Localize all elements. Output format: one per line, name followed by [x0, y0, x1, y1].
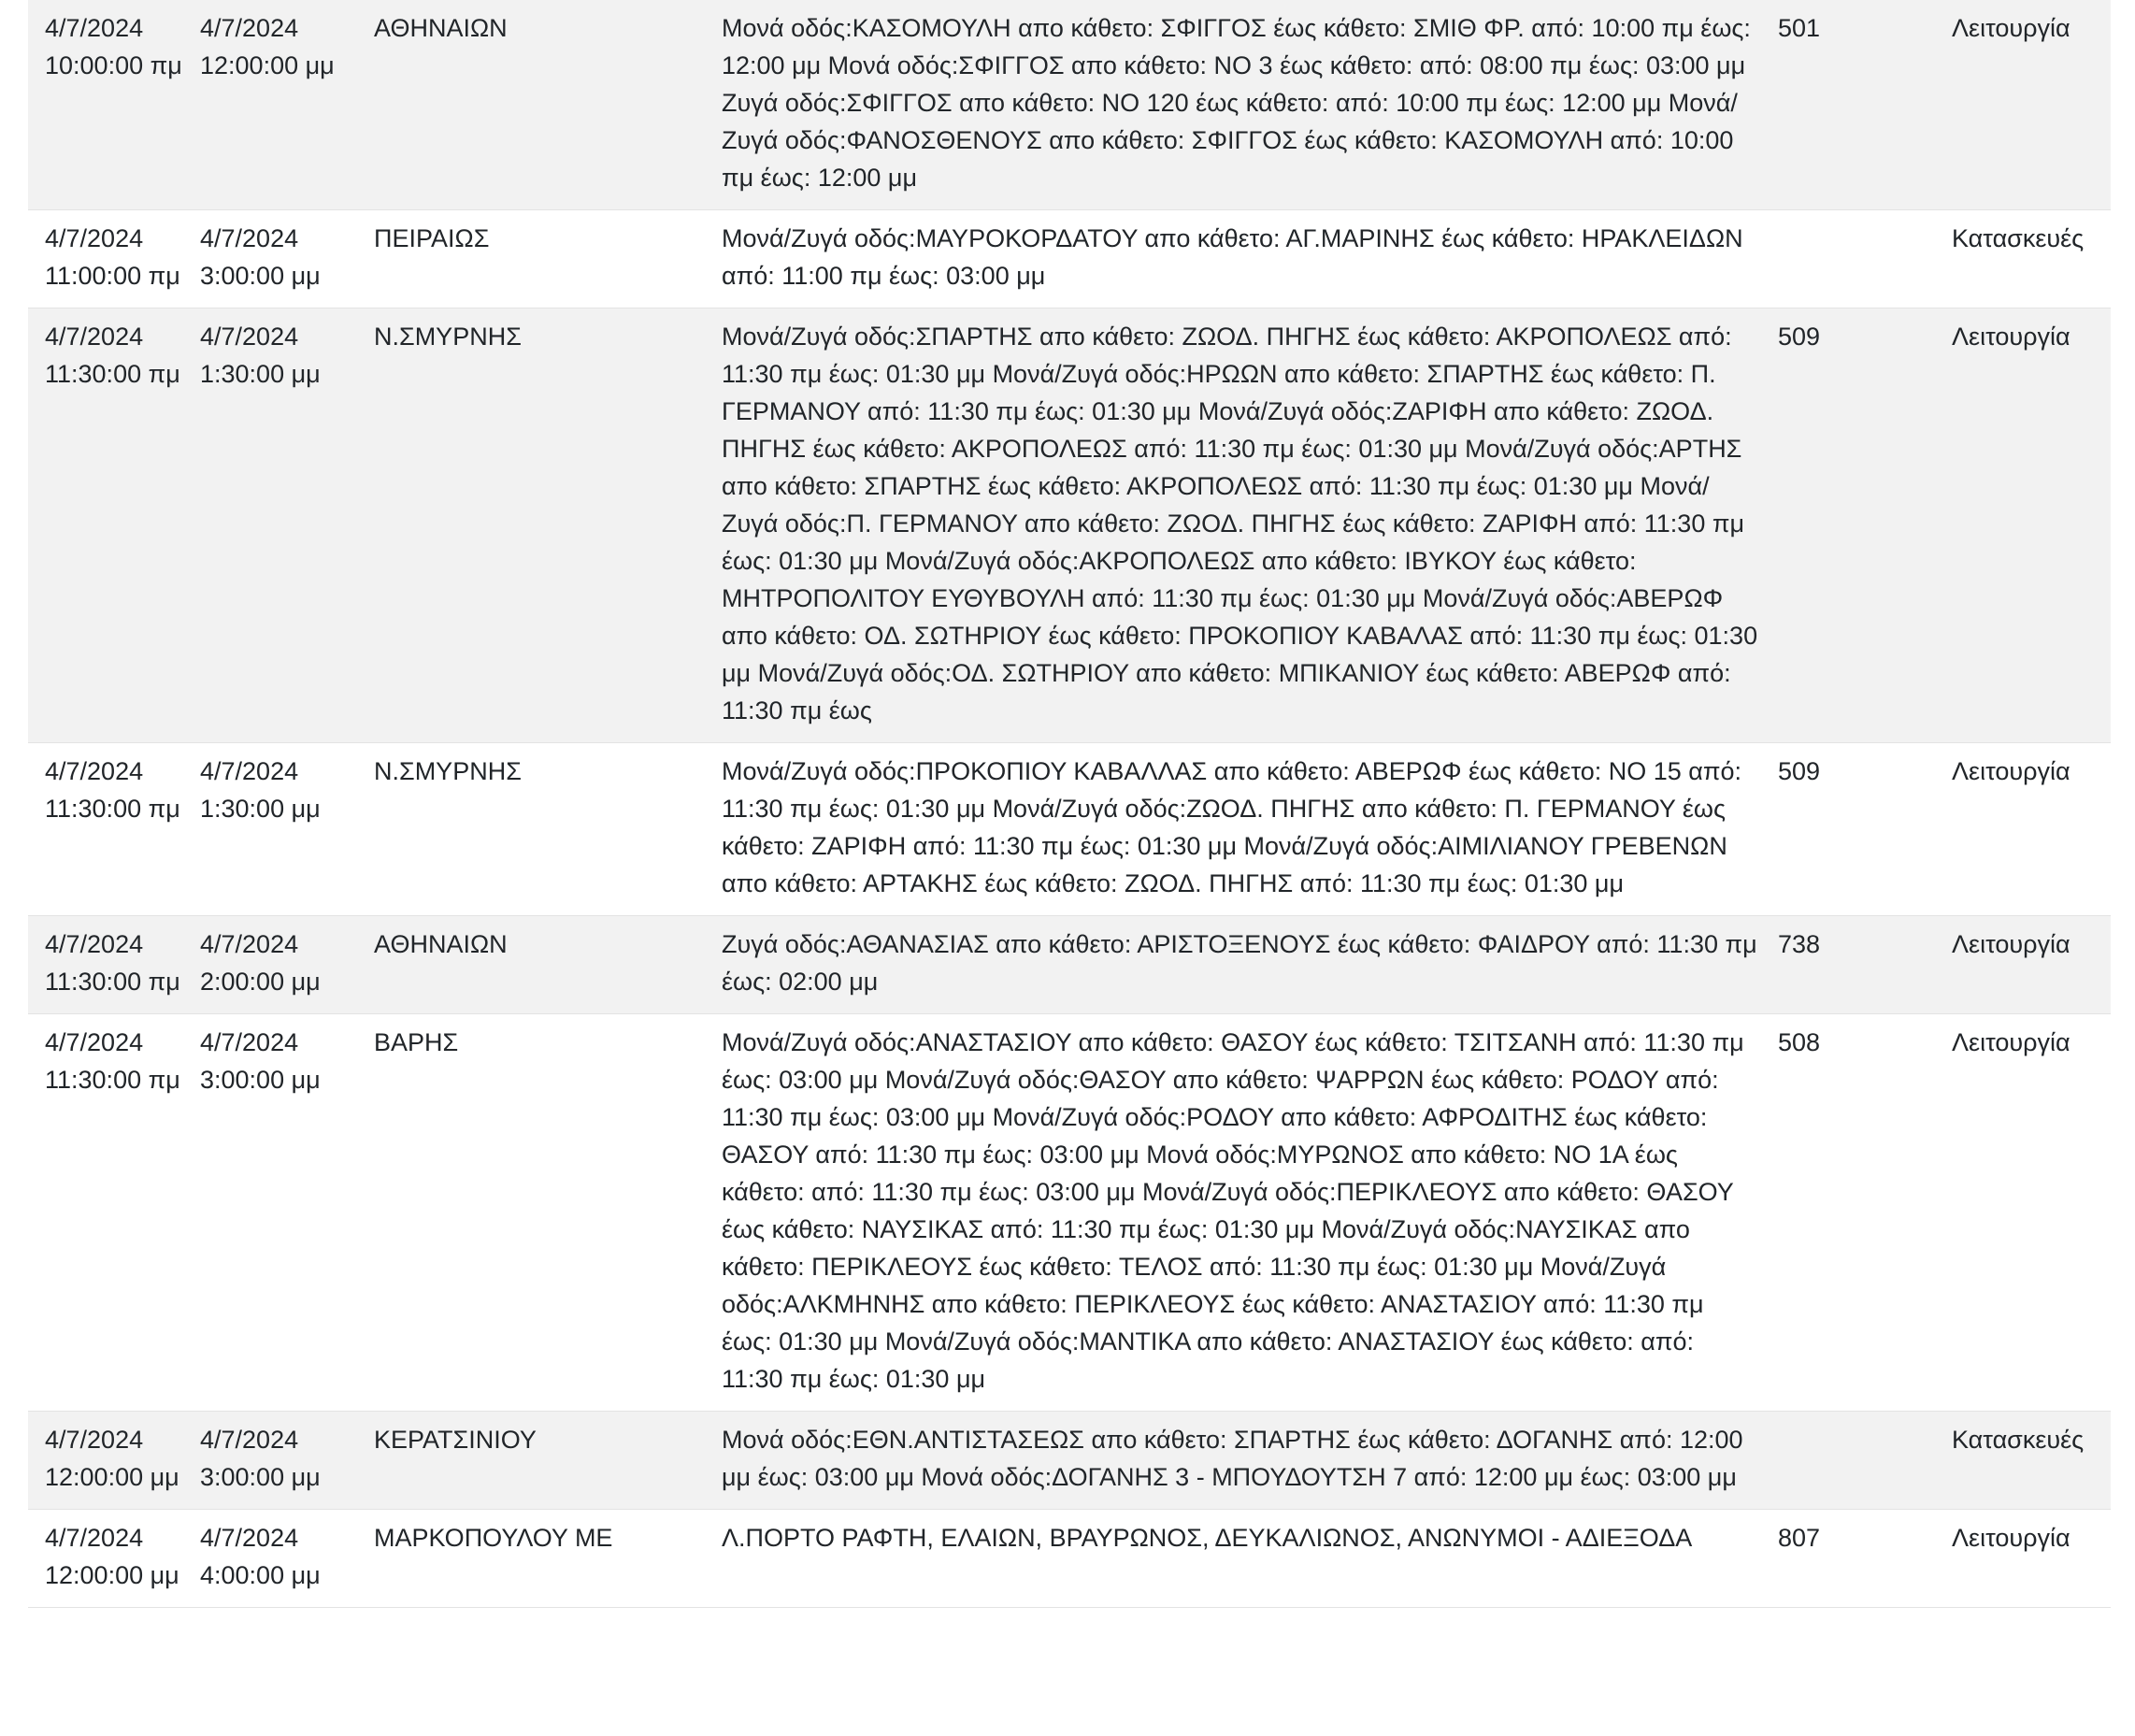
table-row	[28, 1014, 2111, 1412]
reason-text: Λειτουργία	[1952, 323, 2071, 351]
network-code: 738	[1778, 930, 1821, 958]
end-time: 12:00:00 μμ	[200, 51, 335, 79]
table-row	[28, 916, 2111, 1014]
reason-text: Κατασκευές	[1952, 224, 2085, 252]
end-date: 4/7/2024	[200, 1426, 299, 1454]
start-date: 4/7/2024	[45, 757, 144, 785]
code-cell	[1778, 916, 1952, 1014]
reason-text: Λειτουργία	[1952, 1524, 2071, 1552]
end-date: 4/7/2024	[200, 323, 299, 351]
end-time: 3:00:00 μμ	[200, 1066, 321, 1094]
description-text: Μονά οδός:ΚΑΣΟΜΟΥΛΗ απο κάθετο: ΣΦΙΓΓΟΣ έως κάθετο: ΣΜΙΘ ΦΡ. από: 10:00 πμ έως: 12:00 μμ Μονά οδός:ΣΦΙΓΓΟΣ απο κάθετο: ΝΟ 3 έως κάθετο: από: 08:00 πμ έως: 03:00 μμ Ζυγά οδός:ΣΦΙΓΓΟΣ απο κάθετο: ΝΟ 120 έως κάθετο: από: 10:00 πμ έως: 12:00 μμ Μονά/Ζυγά οδός:ΦΑΝΟΣΘΕΝΟΥΣ απο κάθετο: ΣΦΙΓΓΟΣ έως κάθετο: ΚΑΣΟΜΟΥΛΗ από: 10:00 πμ έως: 12:00 μμ	[722, 14, 1751, 192]
area-name: ΜΑΡΚΟΠΟΥΛΟΥ ΜΕ	[374, 1524, 613, 1552]
start-datetime-cell	[28, 210, 200, 308]
code-cell	[1778, 0, 1952, 210]
area-name: ΚΕΡΑΤΣΙΝΙΟΥ	[374, 1426, 537, 1454]
reason-cell	[1952, 1412, 2111, 1510]
end-time: 3:00:00 μμ	[200, 262, 321, 290]
start-date: 4/7/2024	[45, 224, 144, 252]
end-time: 2:00:00 μμ	[200, 968, 321, 996]
description-cell	[722, 0, 1778, 210]
area-name: ΑΘΗΝΑΙΩΝ	[374, 14, 508, 42]
start-time: 12:00:00 μμ	[45, 1463, 179, 1491]
start-datetime-cell	[28, 916, 200, 1014]
network-code: 508	[1778, 1028, 1821, 1056]
description-text: Μονά/Ζυγά οδός:ΣΠΑΡΤΗΣ απο κάθετο: ΖΩΟΔ. ΠΗΓΗΣ έως κάθετο: ΑΚΡΟΠΟΛΕΩΣ από: 11:30 πμ έως: 01:30 μμ Μονά/Ζυγά οδός:ΗΡΩΩΝ απο κάθετο: ΣΠΑΡΤΗΣ έως κάθετο: Π. ΓΕΡΜΑΝΟΥ από: 11:30 πμ έως: 01:30 μμ Μονά/Ζυγά οδός:ΖΑΡΙΦΗ απο κάθετο: ΖΩΟΔ. ΠΗΓΗΣ έως κάθετο: ΑΚΡΟΠΟΛΕΩΣ από: 11:30 πμ έως: 01:30 μμ Μονά/Ζυγά οδός:ΑΡΤΗΣ απο κάθετο: ΣΠΑΡΤΗΣ έως κάθετο: ΑΚΡΟΠΟΛΕΩΣ από: 11:30 πμ έως: 01:30 μμ Μονά/Ζυγά οδός:Π. ΓΕΡΜΑΝΟΥ απο κάθετο: ΖΩΟΔ. ΠΗΓΗΣ έως κάθετο: ΖΑΡΙΦΗ από: 11:30 πμ έως: 01:30 μμ Μονά/Ζυγά οδός:ΑΚΡΟΠΟΛΕΩΣ απο κάθετο: ΙΒΥΚΟΥ έως κάθετο: ΜΗΤΡΟΠΟΛΙΤΟΥ ΕΥΘΥΒΟΥΛΗ από: 11:30 πμ έως: 01:30 μμ Μονά/Ζυγά οδός:ΑΒΕΡΩΦ απο κάθετο: ΟΔ. ΣΩΤΗΡΙΟΥ έως κάθετο: ΠΡΟΚΟΠΙΟΥ ΚΑΒΑΛΑΣ από: 11:30 πμ έως: 01:30 μμ Μονά/Ζυγά οδός:ΟΔ. ΣΩΤΗΡΙΟΥ απο κάθετο: ΜΠΙΚΑΝΙΟΥ έως κάθετο: ΑΒΕΡΩΦ από: 11:30 πμ έως	[722, 323, 1758, 725]
description-text: Λ.ΠΟΡΤΟ ΡΑΦΤΗ, ΕΛΑΙΩΝ, ΒΡΑΥΡΩΝΟΣ, ΔΕΥΚΑΛΙΩΝΟΣ, ΑΝΩΝΥΜΟΙ - ΑΔΙΕΞΟΔΑ	[722, 1524, 1693, 1552]
reason-text: Λειτουργία	[1952, 930, 2071, 958]
code-cell	[1778, 1510, 1952, 1608]
end-datetime-cell	[200, 210, 374, 308]
code-cell	[1778, 743, 1952, 916]
end-date: 4/7/2024	[200, 1524, 299, 1552]
end-time: 1:30:00 μμ	[200, 360, 321, 388]
start-time: 11:30:00 πμ	[45, 360, 180, 388]
table-row	[28, 308, 2111, 743]
network-code: 509	[1778, 757, 1821, 785]
start-datetime-cell	[28, 308, 200, 743]
area-cell	[374, 1014, 722, 1412]
start-datetime-cell	[28, 743, 200, 916]
reason-cell	[1952, 916, 2111, 1014]
start-date: 4/7/2024	[45, 323, 144, 351]
description-text: Ζυγά οδός:ΑΘΑΝΑΣΙΑΣ απο κάθετο: ΑΡΙΣΤΟΞΕΝΟΥΣ έως κάθετο: ΦΑΙΔΡΟΥ από: 11:30 πμ έως: 02:00 μμ	[722, 930, 1757, 996]
description-cell	[722, 1014, 1778, 1412]
area-cell	[374, 916, 722, 1014]
network-code: 509	[1778, 323, 1821, 351]
area-cell	[374, 210, 722, 308]
table-row	[28, 743, 2111, 916]
end-datetime-cell	[200, 916, 374, 1014]
area-cell	[374, 1412, 722, 1510]
area-cell	[374, 743, 722, 916]
start-time: 11:30:00 πμ	[45, 1066, 180, 1094]
reason-text: Λειτουργία	[1952, 757, 2071, 785]
end-date: 4/7/2024	[200, 930, 299, 958]
start-date: 4/7/2024	[45, 14, 144, 42]
network-code: 807	[1778, 1524, 1821, 1552]
reason-cell	[1952, 0, 2111, 210]
code-cell	[1778, 1412, 1952, 1510]
table-row	[28, 1510, 2111, 1608]
end-date: 4/7/2024	[200, 14, 299, 42]
start-date: 4/7/2024	[45, 1426, 144, 1454]
end-date: 4/7/2024	[200, 224, 299, 252]
start-time: 11:30:00 πμ	[45, 968, 180, 996]
description-cell	[722, 308, 1778, 743]
area-name: ΑΘΗΝΑΙΩΝ	[374, 930, 508, 958]
start-datetime-cell	[28, 0, 200, 210]
start-date: 4/7/2024	[45, 930, 144, 958]
code-cell	[1778, 210, 1952, 308]
outages-table	[28, 0, 2111, 1608]
network-code: 501	[1778, 14, 1821, 42]
reason-cell	[1952, 210, 2111, 308]
reason-cell	[1952, 1014, 2111, 1412]
reason-cell	[1952, 308, 2111, 743]
code-cell	[1778, 308, 1952, 743]
description-text: Μονά/Ζυγά οδός:ΑΝΑΣΤΑΣΙΟΥ απο κάθετο: ΘΑΣΟΥ έως κάθετο: ΤΣΙΤΣΑΝΗ από: 11:30 πμ έως: 03:00 μμ Μονά/Ζυγά οδός:ΘΑΣΟΥ απο κάθετο: ΨΑΡΡΩΝ έως κάθετο: ΡΟΔΟΥ από: 11:30 πμ έως: 03:00 μμ Μονά/Ζυγά οδός:ΡΟΔΟΥ απο κάθετο: ΑΦΡΟΔΙΤΗΣ έως κάθετο: ΘΑΣΟΥ από: 11:30 πμ έως: 03:00 μμ Μονά οδός:ΜΥΡΩΝΟΣ απο κάθετο: ΝΟ 1Α έως κάθετο: από: 11:30 πμ έως: 03:00 μμ Μονά/Ζυγά οδός:ΠΕΡΙΚΛΕΟΥΣ απο κάθετο: ΘΑΣΟΥ έως κάθετο: ΝΑΥΣΙΚΑΣ από: 11:30 πμ έως: 01:30 μμ Μονά/Ζυγά οδός:ΝΑΥΣΙΚΑΣ απο κάθετο: ΠΕΡΙΚΛΕΟΥΣ έως κάθετο: ΤΕΛΟΣ από: 11:30 πμ έως: 01:30 μμ Μονά/Ζυγά οδός:ΑΛΚΜΗΝΗΣ απο κάθετο: ΠΕΡΙΚΛΕΟΥΣ έως κάθετο: ΑΝΑΣΤΑΣΙΟΥ από: 11:30 πμ έως: 01:30 μμ Μονά/Ζυγά οδός:ΜΑΝΤΙΚΑ απο κάθετο: ΑΝΑΣΤΑΣΙΟΥ έως κάθετο: από: 11:30 πμ έως: 01:30 μμ	[722, 1028, 1744, 1393]
description-text: Μονά οδός:ΕΘΝ.ΑΝΤΙΣΤΑΣΕΩΣ απο κάθετο: ΣΠΑΡΤΗΣ έως κάθετο: ΔΟΓΑΝΗΣ από: 12:00 μμ έως: 03:00 μμ Μονά οδός:ΔΟΓΑΝΗΣ 3 - ΜΠΟΥΔΟΥΤΣΗ 7 από: 12:00 μμ έως: 03:00 μμ	[722, 1426, 1743, 1491]
description-cell	[722, 743, 1778, 916]
end-datetime-cell	[200, 743, 374, 916]
code-cell	[1778, 1014, 1952, 1412]
start-time: 12:00:00 μμ	[45, 1561, 179, 1589]
start-time: 11:00:00 πμ	[45, 262, 180, 290]
reason-text: Λειτουργία	[1952, 1028, 2071, 1056]
end-time: 4:00:00 μμ	[200, 1561, 321, 1589]
end-datetime-cell	[200, 308, 374, 743]
start-datetime-cell	[28, 1412, 200, 1510]
description-cell	[722, 1510, 1778, 1608]
reason-cell	[1952, 743, 2111, 916]
area-name: Ν.ΣΜΥΡΝΗΣ	[374, 323, 522, 351]
area-name: Ν.ΣΜΥΡΝΗΣ	[374, 757, 522, 785]
start-date: 4/7/2024	[45, 1524, 144, 1552]
table-row	[28, 210, 2111, 308]
area-cell	[374, 308, 722, 743]
end-time: 1:30:00 μμ	[200, 795, 321, 823]
description-cell	[722, 916, 1778, 1014]
description-cell	[722, 210, 1778, 308]
area-name: ΠΕΙΡΑΙΩΣ	[374, 224, 490, 252]
start-datetime-cell	[28, 1014, 200, 1412]
area-cell	[374, 1510, 722, 1608]
area-name: ΒΑΡΗΣ	[374, 1028, 459, 1056]
end-datetime-cell	[200, 1014, 374, 1412]
start-datetime-cell	[28, 1510, 200, 1608]
reason-text: Κατασκευές	[1952, 1426, 2085, 1454]
description-text: Μονά/Ζυγά οδός:ΜΑΥΡΟΚΟΡΔΑΤΟΥ απο κάθετο: ΑΓ.ΜΑΡΙΝΗΣ έως κάθετο: ΗΡΑΚΛΕΙΔΩΝ από: 11:00 πμ έως: 03:00 μμ	[722, 224, 1743, 290]
outages-table-body	[28, 0, 2111, 1608]
table-row	[28, 1412, 2111, 1510]
end-datetime-cell	[200, 0, 374, 210]
start-date: 4/7/2024	[45, 1028, 144, 1056]
start-time: 11:30:00 πμ	[45, 795, 180, 823]
end-datetime-cell	[200, 1412, 374, 1510]
description-text: Μονά/Ζυγά οδός:ΠΡΟΚΟΠΙΟΥ ΚΑΒΑΛΛΑΣ απο κάθετο: ΑΒΕΡΩΦ έως κάθετο: ΝΟ 15 από: 11:30 πμ έως: 01:30 μμ Μονά/Ζυγά οδός:ΖΩΟΔ. ΠΗΓΗΣ απο κάθετο: Π. ΓΕΡΜΑΝΟΥ έως κάθετο: ΖΑΡΙΦΗ από: 11:30 πμ έως: 01:30 μμ Μονά/Ζυγά οδός:ΑΙΜΙΛΙΑΝΟΥ ΓΡΕΒΕΝΩΝ απο κάθετο: ΑΡΤΑΚΗΣ έως κάθετο: ΖΩΟΔ. ΠΗΓΗΣ από: 11:30 πμ έως: 01:30 μμ	[722, 757, 1742, 897]
description-cell	[722, 1412, 1778, 1510]
reason-text: Λειτουργία	[1952, 14, 2071, 42]
table-row	[28, 0, 2111, 210]
end-date: 4/7/2024	[200, 1028, 299, 1056]
start-time: 10:00:00 πμ	[45, 51, 182, 79]
end-date: 4/7/2024	[200, 757, 299, 785]
area-cell	[374, 0, 722, 210]
reason-cell	[1952, 1510, 2111, 1608]
end-datetime-cell	[200, 1510, 374, 1608]
end-time: 3:00:00 μμ	[200, 1463, 321, 1491]
outages-table-container	[28, 0, 2111, 1608]
